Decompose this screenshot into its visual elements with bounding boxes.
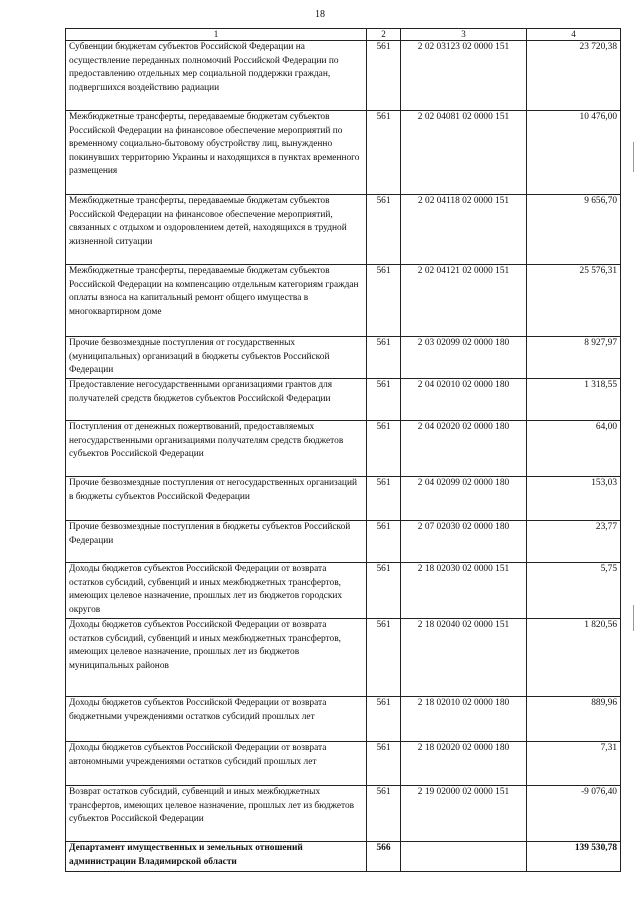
row-name: Прочие безвозмездные поступления от негосударственных организаций в бюджеты субъектов Российской Федерации bbox=[66, 477, 367, 521]
row-admin-code: 561 bbox=[367, 379, 401, 421]
row-budget-code: 2 02 04118 02 0000 151 bbox=[401, 195, 527, 265]
row-amount: 5,75 bbox=[527, 563, 621, 619]
total-budget-code bbox=[401, 842, 527, 872]
row-amount: 8 927,97 bbox=[527, 337, 621, 379]
total-admin-code: 566 bbox=[367, 842, 401, 872]
table-row bbox=[66, 697, 621, 742]
table-header-row bbox=[66, 29, 621, 41]
table-row bbox=[66, 619, 621, 697]
total-name: Департамент имущественных и земельных отношений администрации Владимирской области bbox=[66, 842, 367, 872]
column-header-sum: 4 bbox=[527, 29, 621, 41]
row-budget-code: 2 07 02030 02 0000 180 bbox=[401, 521, 527, 563]
row-amount: -9 076,40 bbox=[527, 786, 621, 842]
row-admin-code: 561 bbox=[367, 697, 401, 742]
table-row bbox=[66, 41, 621, 111]
row-admin-code: 561 bbox=[367, 742, 401, 786]
row-admin-code: 561 bbox=[367, 195, 401, 265]
row-admin-code: 561 bbox=[367, 265, 401, 337]
table-row bbox=[66, 265, 621, 337]
row-name: Возврат остатков субсидий, субвенций и иных межбюджетных трансфертов, имеющих целевое назначение, прошлых лет из бюджетов субъектов Российской Федерации bbox=[66, 786, 367, 842]
row-budget-code: 2 04 02010 02 0000 180 bbox=[401, 379, 527, 421]
row-budget-code: 2 18 02010 02 0000 180 bbox=[401, 697, 527, 742]
row-budget-code: 2 02 04081 02 0000 151 bbox=[401, 111, 527, 195]
row-name: Доходы бюджетов субъектов Российской Федерации от возврата остатков субсидий, субвенций и иных межбюджетных трансфертов, имеющих целевое назначение, прошлых лет из бюджетов городских округов bbox=[66, 563, 367, 619]
column-header-code: 3 bbox=[401, 29, 527, 41]
row-admin-code: 561 bbox=[367, 619, 401, 697]
row-name: Доходы бюджетов субъектов Российской Федерации от возврата бюджетными учреждениями остатков субсидий прошлых лет bbox=[66, 697, 367, 742]
row-admin-code: 561 bbox=[367, 337, 401, 379]
row-budget-code: 2 02 03123 02 0000 151 bbox=[401, 41, 527, 111]
row-amount: 1 820,56 bbox=[527, 619, 621, 697]
row-budget-code: 2 04 02099 02 0000 180 bbox=[401, 477, 527, 521]
row-amount: 23,77 bbox=[527, 521, 621, 563]
page-number: 18 bbox=[315, 9, 325, 20]
table-row bbox=[66, 563, 621, 619]
row-admin-code: 561 bbox=[367, 786, 401, 842]
row-amount: 1 318,55 bbox=[527, 379, 621, 421]
row-amount: 10 476,00 bbox=[527, 111, 621, 195]
row-admin-code: 561 bbox=[367, 477, 401, 521]
row-name: Межбюджетные трансферты, передаваемые бюджетам субъектов Российской Федерации на финансовое обеспечение мероприятий, связанных с отдыхом и оздоровлением детей, находящихся в трудной жизненной ситуации bbox=[66, 195, 367, 265]
total-row bbox=[66, 842, 621, 872]
row-budget-code: 2 03 02099 02 0000 180 bbox=[401, 337, 527, 379]
row-budget-code: 2 19 02000 02 0000 151 bbox=[401, 786, 527, 842]
row-amount: 23 720,38 bbox=[527, 41, 621, 111]
table-row bbox=[66, 195, 621, 265]
margin-mark bbox=[633, 605, 634, 631]
row-name: Межбюджетные трансферты, передаваемые бюджетам субъектов Российской Федерации на финансовое обеспечение мероприятий по временному социально-бытовому обустройству лиц, вынужденно покинувших территорию Украины и находящихся в пунктах временного размещения bbox=[66, 111, 367, 195]
row-amount: 64,00 bbox=[527, 421, 621, 477]
row-admin-code: 561 bbox=[367, 421, 401, 477]
row-name: Субвенции бюджетам субъектов Российской Федерации на осуществление переданных полномочий Российской Федерации по предоставлению отдельных мер социальной поддержки граждан, подвергшихся воздействию радиации bbox=[66, 41, 367, 111]
row-budget-code: 2 18 02020 02 0000 180 bbox=[401, 742, 527, 786]
row-admin-code: 561 bbox=[367, 111, 401, 195]
column-header-admin: 2 bbox=[367, 29, 401, 41]
table-row bbox=[66, 421, 621, 477]
row-admin-code: 561 bbox=[367, 521, 401, 563]
row-amount: 9 656,70 bbox=[527, 195, 621, 265]
row-amount: 25 576,31 bbox=[527, 265, 621, 337]
revenue-table bbox=[65, 28, 621, 872]
row-amount: 889,96 bbox=[527, 697, 621, 742]
row-name: Поступления от денежных пожертвований, предоставляемых негосударственными организациями получателям средств бюджетов субъектов Российской Федерации bbox=[66, 421, 367, 477]
column-header-name: 1 bbox=[66, 29, 367, 41]
table-row bbox=[66, 521, 621, 563]
row-budget-code: 2 18 02040 02 0000 151 bbox=[401, 619, 527, 697]
row-admin-code: 561 bbox=[367, 41, 401, 111]
row-name: Предоставление негосударственными организациями грантов для получателей средств бюджетов субъектов Российской Федерации bbox=[66, 379, 367, 421]
row-name: Доходы бюджетов субъектов Российской Федерации от возврата автономными учреждениями остатков субсидий прошлых лет bbox=[66, 742, 367, 786]
total-amount: 139 530,78 bbox=[527, 842, 621, 872]
table-row bbox=[66, 742, 621, 786]
row-budget-code: 2 04 02020 02 0000 180 bbox=[401, 421, 527, 477]
row-name: Межбюджетные трансферты, передаваемые бюджетам субъектов Российской Федерации на компенсацию отдельным категориям граждан оплаты взноса на капитальный ремонт общего имущества в многоквартирном доме bbox=[66, 265, 367, 337]
row-admin-code: 561 bbox=[367, 563, 401, 619]
row-budget-code: 2 02 04121 02 0000 151 bbox=[401, 265, 527, 337]
table-row bbox=[66, 379, 621, 421]
margin-mark bbox=[633, 142, 634, 172]
table-row bbox=[66, 337, 621, 379]
table-row bbox=[66, 111, 621, 195]
row-name: Прочие безвозмездные поступления от государственных (муниципальных) организаций в бюджеты субъектов Российской Федерации bbox=[66, 337, 367, 379]
row-amount: 7,31 bbox=[527, 742, 621, 786]
table-row bbox=[66, 477, 621, 521]
table-row bbox=[66, 786, 621, 842]
row-name: Доходы бюджетов субъектов Российской Федерации от возврата остатков субсидий, субвенций и иных межбюджетных трансфертов, имеющих целевое назначение, прошлых лет из бюджетов муниципальных районов bbox=[66, 619, 367, 697]
row-name: Прочие безвозмездные поступления в бюджеты субъектов Российской Федерации bbox=[66, 521, 367, 563]
row-amount: 153,03 bbox=[527, 477, 621, 521]
row-budget-code: 2 18 02030 02 0000 151 bbox=[401, 563, 527, 619]
